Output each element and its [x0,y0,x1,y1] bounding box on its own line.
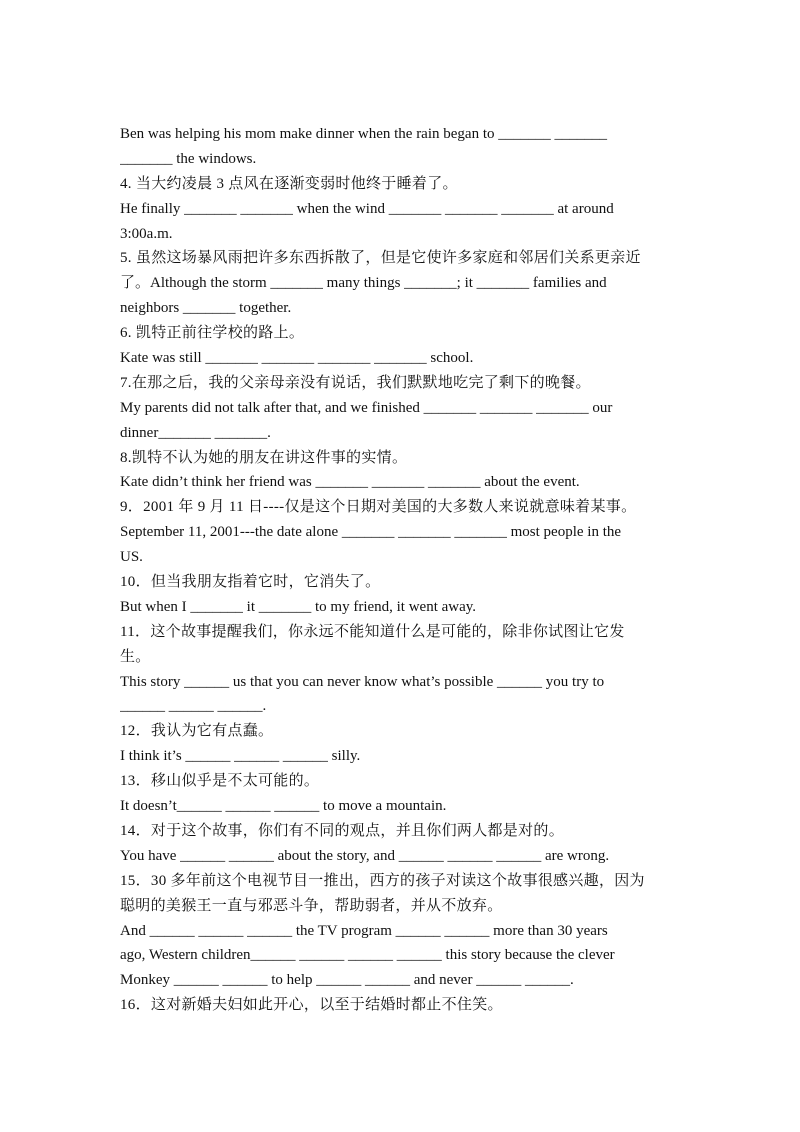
question-10-prompt: 10．但当我朋友指着它时，它消失了。 [120,574,381,591]
question-11-prompt: 11．这个故事提醒我们，你永远不能知道什么是可能的，除非你试图让它发 [120,623,625,640]
text-line: US. [120,549,143,566]
text-line: This story ______ us that you can never know what’s possible ______ you try to [120,673,605,690]
text-line: But when I _______ it _______ to my friend, it went away. [120,598,477,615]
text-line: My parents did not talk after that, and we finished _______ _______ _______ our [120,399,613,416]
question-4-prompt: 4. 当大约凌晨 3 点风在逐渐变弱时他终于睡着了。 [120,175,458,192]
text-line: ago, Western children______ ______ ______ ______ this story because the clever [120,947,615,964]
text-line: Monkey ______ ______ to help ______ ______ and never ______ ______. [120,972,574,989]
text-line: neighbors _______ together. [120,300,292,317]
question-12-prompt: 12．我认为它有点蠢。 [120,723,274,740]
question-16-prompt: 16．这对新婚夫妇如此开心，以至于结婚时都止不住笑。 [120,997,503,1014]
text-line: He finally _______ _______ when the wind _______ _______ _______ at around [120,200,614,217]
text-line: And ______ ______ ______ the TV program ______ ______ more than 30 years [120,922,608,939]
question-5-prompt: 5. 虽然这场暴风雨把许多东西拆散了，但是它使许多家庭和邻居们关系更亲近 [120,250,641,267]
text-line: It doesn’t______ ______ ______ to move a mountain. [120,798,447,815]
text-line: ______ ______ ______. [120,698,267,715]
text-line: 了。Although the storm _______ many things _______; it _______ families and [120,275,607,292]
text-line: dinner_______ _______. [120,424,271,441]
question-13-prompt: 13．移山似乎是不太可能的。 [120,773,320,790]
text-line: You have ______ ______ about the story, and ______ ______ ______ are wrong. [120,847,610,864]
worksheet-page [120,122,690,1018]
text-line: 聪明的美猴王一直与邪恶斗争，帮助弱者，并从不放弃。 [120,897,503,914]
text-line: 3:00a.m. [120,225,173,242]
text-line: Kate was still _______ _______ _______ _______ school. [120,350,474,367]
question-14-prompt: 14．对于这个故事，你们有不同的观点，并且你们两人都是对的。 [120,822,565,839]
question-6-prompt: 6. 凯特正前往学校的路上。 [120,325,305,342]
text-line: 生。 [120,648,151,665]
question-15-prompt: 15．30 多年前这个电视节目一推出，西方的孩子对读这个故事很感兴趣，因为 [120,872,645,889]
text-line: Kate didn’t think her friend was _______ _______ _______ about the event. [120,474,580,491]
text-line: _______ the windows. [120,150,257,167]
text-line: September 11, 2001---the date alone _______ _______ _______ most people in the [120,524,622,541]
text-line: Ben was helping his mom make dinner when the rain began to _______ _______ [120,126,607,142]
question-8-prompt: 8.凯特不认为她的朋友在讲这件事的实情。 [120,449,408,466]
text-line: I think it’s ______ ______ ______ silly. [120,748,361,765]
question-7-prompt: 7.在那之后，我的父亲母亲没有说话，我们默默地吃完了剩下的晚餐。 [120,374,591,391]
question-9-prompt: 9．2001 年 9 月 11 日----仅是这个日期对美国的大多数人来说就意味着某事。 [120,499,637,516]
